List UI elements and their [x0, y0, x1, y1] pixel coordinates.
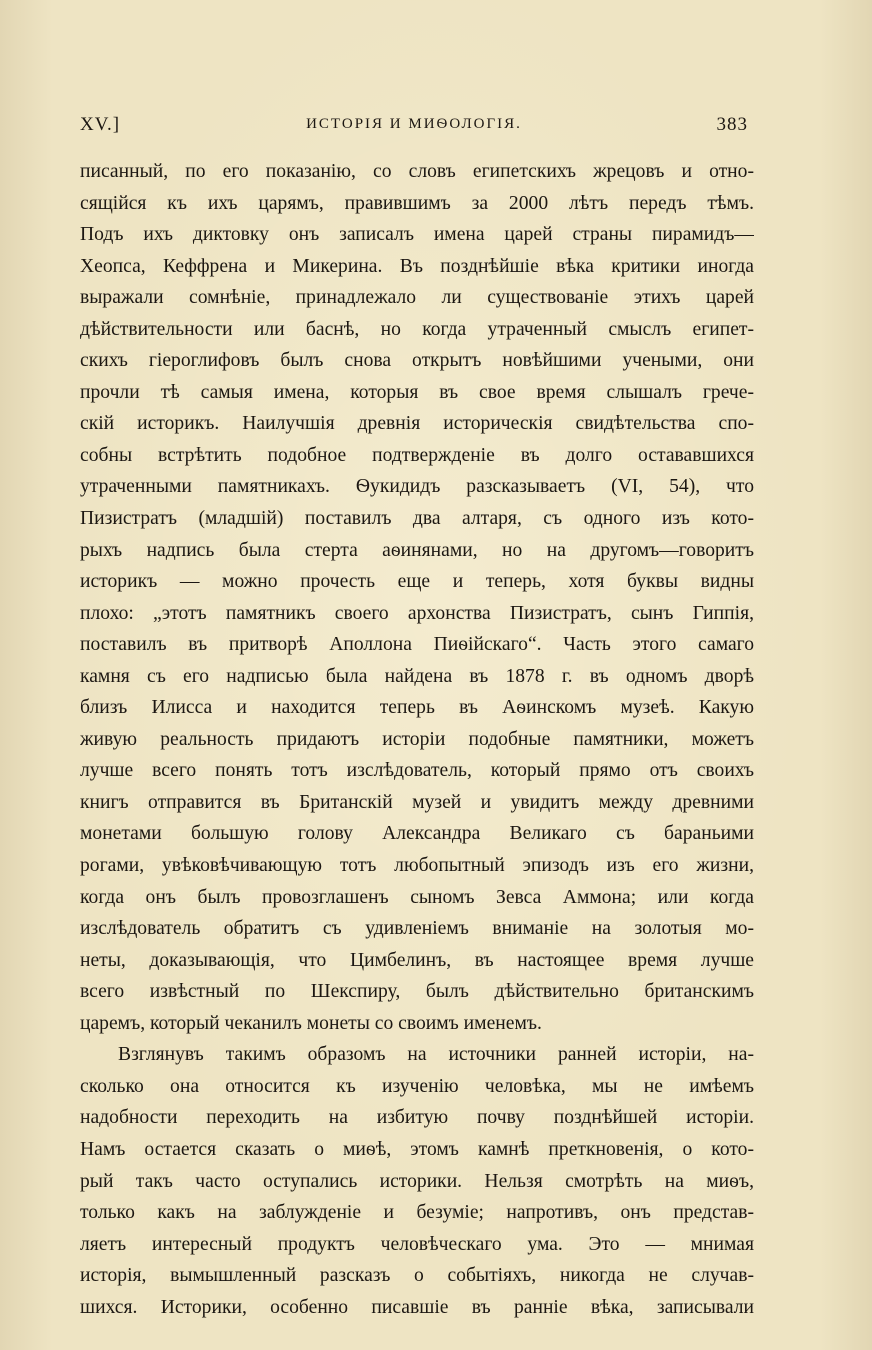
- paragraph-last-line: царемъ, который чеканилъ монеты со своимъ именемъ.: [80, 1012, 542, 1034]
- text-line: близъ Илисса и находится теперь въ Аѳинскомъ музеѣ. Какую: [80, 697, 754, 719]
- running-head: [80, 114, 748, 140]
- text-line: надобности переходить на избитую почву позднѣйшей исторіи.: [80, 1107, 754, 1129]
- page-number: 383: [716, 114, 748, 135]
- text-line: скій историкъ. Наилучшія древнія историческія свидѣтельства спо-: [80, 413, 754, 435]
- text-line: рыхъ надпись была стерта аѳинянами, но на другомъ—говоритъ: [80, 539, 754, 561]
- text-line: рогами, увѣковѣчивающую тотъ любопытный эпизодъ изъ его жизни,: [80, 855, 754, 877]
- text-line: Хеопса, Кеффрена и Микерина. Въ позднѣйшіе вѣка критики иногда: [80, 255, 754, 277]
- text-line: рый такъ часто оступались историки. Нельзя смотрѣть на миѳъ,: [80, 1170, 754, 1192]
- text-line: исторія, вымышленный разсказъ о событіяхъ, никогда не случав-: [80, 1265, 754, 1287]
- text-line: когда онъ былъ провозглашенъ сыномъ Зевса Аммона; или когда: [80, 886, 754, 908]
- text-line: дѣйствительности или баснѣ, но когда утраченный смыслъ египет-: [80, 318, 754, 340]
- text-line: изслѣдователь обратитъ съ удивленіемъ вниманіе на золотыя мо-: [80, 918, 754, 940]
- text-line: поставилъ въ притворѣ Аполлона Пиѳійскаго“. Часть этого самаго: [80, 634, 754, 656]
- text-line: писанный, по его показанію, со словъ египетскихъ жрецовъ и отно-: [80, 161, 754, 182]
- text-line: историкъ — можно прочесть еще и теперь, хотя буквы видны: [80, 571, 754, 593]
- text-line: только какъ на заблужденіе и безуміе; напротивъ, онъ представ-: [80, 1202, 754, 1224]
- text-line: плохо: „этотъ памятникъ своего архонства Пизистратъ, сынъ Гиппія,: [80, 602, 754, 624]
- running-title: ИСТОРІЯ И МИѲОЛОГІЯ.: [306, 116, 522, 132]
- text-line: собны встрѣтить подобное подтвержденіе въ долго остававшихся: [80, 444, 754, 466]
- text-line: всего извѣстный по Шекспиру, былъ дѣйствительно британскимъ: [80, 981, 754, 1003]
- text-line: лучше всего понять тотъ изслѣдователь, который прямо отъ своихъ: [80, 760, 754, 782]
- text-line: выражали сомнѣніе, принадлежало ли существованіе этихъ царей: [80, 287, 754, 309]
- text-line: монетами большую голову Александра Великаго съ бараньими: [80, 823, 754, 845]
- body-text: [80, 156, 754, 1323]
- text-line: утраченными памятникахъ. Ѳукидидъ разсказываетъ (VI, 54), что: [80, 476, 754, 498]
- text-line: камня съ его надписью была найдена въ 1878 г. въ одномъ дворѣ: [80, 665, 754, 687]
- chapter-number: XV.]: [80, 114, 121, 135]
- text-line: неты, доказывающія, что Цимбелинъ, въ настоящее время лучше: [80, 949, 754, 971]
- text-line: Подъ ихъ диктовку онъ записалъ имена царей страны пирамидъ—: [80, 224, 754, 246]
- text-line: Намъ остается сказать о миѳѣ, этомъ камнѣ преткновенія, о кото-: [80, 1138, 754, 1160]
- text-line: скихъ гіероглифовъ былъ снова открытъ новѣйшими учеными, они: [80, 350, 754, 372]
- text-line: ляетъ интересный продуктъ человѣческаго ума. Это — мнимая: [80, 1233, 754, 1255]
- text-line: Пизистратъ (младшій) поставилъ два алтаря, съ одного изъ кото-: [80, 508, 754, 530]
- text-line: прочли тѣ самыя имена, которыя въ свое время слышалъ грече-: [80, 381, 754, 403]
- text-line: сколько она относится къ изученію человѣка, мы не имѣемъ: [80, 1075, 754, 1097]
- text-line: сящійся къ ихъ царямъ, правившимъ за 2000 лѣтъ передъ тѣмъ.: [80, 192, 754, 214]
- text-line: книгъ отправится въ Британскій музей и увидитъ между древними: [80, 791, 754, 813]
- text-line: шихся. Историки, особенно писавшіе въ ранніе вѣка, записывали: [80, 1296, 754, 1318]
- paragraph-first-line: Взглянувъ такимъ образомъ на источники ранней исторіи, на-: [118, 1044, 754, 1066]
- text-line: живую реальность придаютъ исторіи подобные памятники, можетъ: [80, 728, 754, 750]
